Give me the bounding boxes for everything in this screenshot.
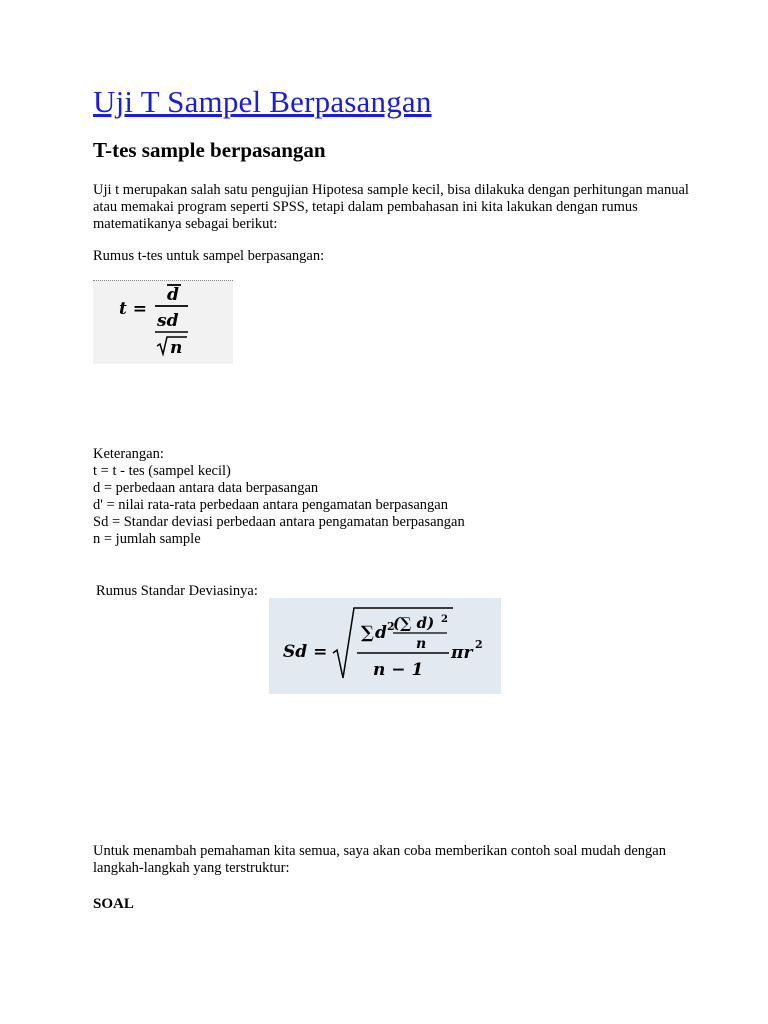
formula-sd-d: d	[375, 623, 387, 643]
formula-sd-inner-n: n	[416, 636, 427, 652]
formula-t-den-numerator: sd	[157, 311, 179, 331]
formula-t-den-denominator: n	[170, 338, 183, 358]
keterangan-item: d' = nilai rata-rata perbedaan antara pengamatan berpasangan	[93, 497, 448, 513]
page-title[interactable]: Uji T Sampel Berpasangan	[93, 84, 432, 119]
svg-text:2: 2	[475, 638, 483, 651]
sd-formula-image	[269, 598, 501, 694]
svg-text:2: 2	[441, 614, 448, 625]
keterangan-item: Sd = Standar deviasi perbedaan antara pengamatan berpasangan	[93, 514, 465, 530]
closing-paragraph: Untuk menambah pemahaman kita semua, saya akan coba memberikan contoh soal mudah dengan langkah-langkah yang terstruktur:	[93, 843, 666, 876]
keterangan-block	[93, 446, 693, 548]
formula-t-numerator: d	[167, 285, 179, 305]
formula-t-lhs: t =	[119, 299, 148, 319]
intro-paragraph: Uji t merupakan salah satu pengujian Hipotesa sample kecil, bisa dilakuka dengan perhitungan manual atau memakai program seperti SPSS, tetapi dalam pembahasan ini kita lakukan dengan rumus matematikanya sebagai berikut:	[93, 182, 689, 232]
t-test-formula-image	[93, 280, 233, 364]
keterangan-heading: Keterangan:	[93, 446, 164, 462]
keterangan-item: d = perbedaan antara data berpasangan	[93, 480, 319, 496]
formula-sd-denominator: n − 1	[373, 660, 424, 680]
formula-sd-pi: πr	[451, 643, 473, 663]
t-test-formula-label: Rumus t-tes untuk sampel berpasangan:	[93, 248, 325, 264]
formula-sd-sumd: (∑ d)	[393, 614, 435, 632]
soal-heading: SOAL	[93, 896, 134, 912]
formula-sd-sum: ∑	[361, 623, 374, 643]
formula-sd-exp: 2	[387, 620, 395, 633]
keterangan-item: t = t - tes (sampel kecil)	[93, 463, 231, 479]
section-subtitle: T-tes sample berpasangan	[93, 138, 326, 162]
keterangan-item: n = jumlah sample	[93, 531, 201, 547]
formula-sd-lhs: Sd =	[283, 642, 328, 662]
sd-formula-label: Rumus Standar Deviasinya:	[96, 583, 258, 599]
